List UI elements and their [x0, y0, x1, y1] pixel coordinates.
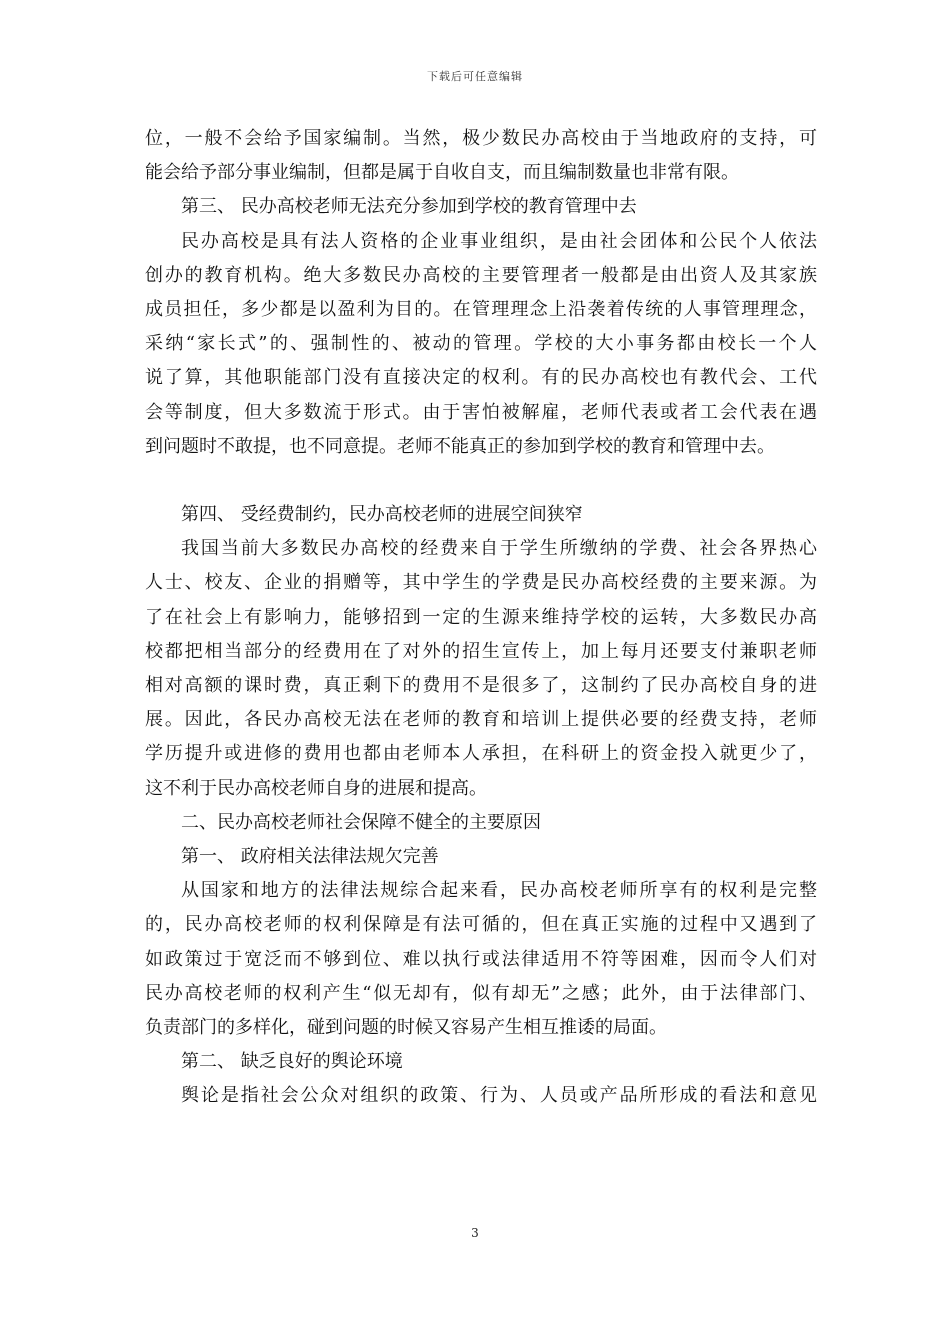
page-number: 3: [471, 1226, 479, 1240]
text-line: 会等制度，但大多数流于形式。由于害怕被解雇，老师代表或者工会代表在遇: [145, 401, 817, 423]
section-heading: 第一、 政府相关法律法规欠完善: [181, 845, 439, 867]
page-header: 下载后可任意编辑: [427, 70, 523, 83]
text-line: 校都把相当部分的经费用在了对外的招生宣传上，加上每月还要支付兼职老师: [145, 640, 817, 662]
text-line: 能会给予部分事业编制，但都是属于自收自支，而且编制数量也非常有限。: [145, 162, 739, 184]
text-line: 如政策过于宽泛而不够到位、难以执行或法律适用不符等困难，因而令人们对: [145, 948, 817, 970]
section-heading: 第三、 民办高校老师无法充分参加到学校的教育管理中去: [181, 196, 637, 218]
section-heading: 第四、 受经费制约，民办高校老师的进展空间狭窄: [181, 504, 583, 526]
text-line: 位，一般不会给予国家编制。当然，极少数民办高校由于当地政府的支持，可: [145, 128, 817, 149]
text-line: 民办高校老师的权利产生“似无却有，似有却无”之感；此外，由于法律部门、: [145, 982, 817, 1004]
text-line: 的，民办高校老师的权利保障是有法可循的，但在真正实施的过程中又遇到了: [145, 914, 817, 936]
text-line: 人士、校友、企业的捐赠等，其中学生的学费是民办高校经费的主要来源。为: [145, 572, 817, 594]
section-heading: 二、民办高校老师社会保障不健全的主要原因: [181, 811, 541, 833]
text-line: 展。因此，各民办高校无法在老师的教育和培训上提供必要的经费支持，老师: [145, 709, 817, 731]
paragraph-gap: [145, 464, 817, 498]
text-line: 了在社会上有影响力，能够招到一定的生源来维持学校的运转，大多数民办高: [145, 606, 817, 628]
text-line: 成员担任，多少都是以盈利为目的。在管理理念上沿袭着传统的人事管理理念，: [145, 298, 817, 320]
document-body: [145, 122, 817, 1113]
text-line: 民办高校是具有法人资格的企业事业组织，是由社会团体和公民个人依法: [181, 230, 817, 252]
text-line: 相对高额的课时费，真正剩下的费用不是很多了，这制约了民办高校自身的进: [145, 675, 817, 696]
text-line: 我国当前大多数民办高校的经费来自于学生所缴纳的学费、社会各界热心: [181, 538, 817, 560]
text-line: 学历提升或进修的费用也都由老师本人承担，在科研上的资金投入就更少了，: [145, 743, 817, 765]
text-line: 从国家和地方的法律法规综合起来看，民办高校老师所享有的权利是完整: [181, 880, 817, 902]
text-line: 到问题时不敢提，也不同意提。老师不能真正的参加到学校的教育和管理中去。: [145, 435, 775, 457]
text-line: 采纳“家长式”的、强制性的、被动的管理。学校的大小事务都由校长一个人: [145, 333, 817, 355]
text-line: 舆论是指社会公众对组织的政策、行为、人员或产品所形成的看法和意见: [181, 1085, 817, 1107]
section-heading: 第二、 缺乏良好的舆论环境: [181, 1051, 403, 1073]
text-line: 说了算，其他职能部门没有直接决定的权利。有的民办高校也有教代会、工代: [145, 367, 817, 389]
text-line: 这不利于民办高校老师自身的进展和提高。: [145, 777, 487, 799]
text-line: 创办的教育机构。绝大多数民办高校的主要管理者一般都是由出资人及其家族: [145, 264, 817, 286]
text-line: 负责部门的多样化，碰到问题的时候又容易产生相互推诿的局面。: [145, 1016, 667, 1038]
